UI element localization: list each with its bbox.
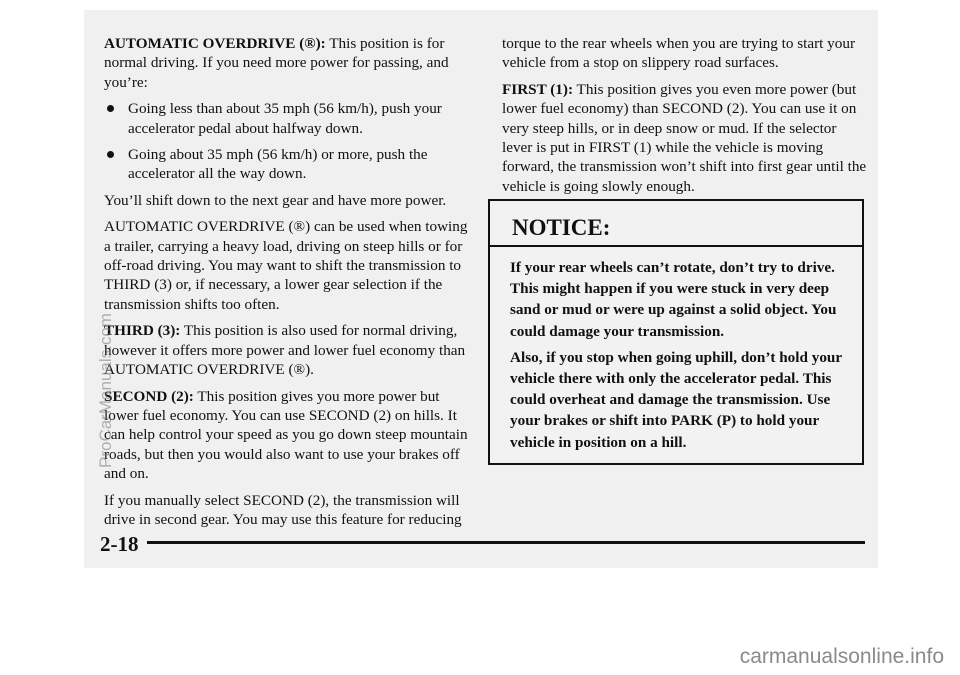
bullet-icon (107, 151, 114, 158)
second-text: This position gives you more power but lower fuel economy. You can use SECOND (2) on hills. It can help control your speed as you go down steep mountain roads, but then you would also want to use your brakes off and on. (104, 387, 468, 483)
notice-box (488, 199, 864, 465)
first-paragraph (502, 80, 868, 196)
second-label: SECOND (2): (104, 387, 194, 405)
list-item (104, 145, 476, 184)
notice-paragraph: If your rear wheels can’t rotate, don’t try to drive. This might happen if you were stuck in very deep sand or mud or were up against a solid object. You could damage your transmission. (510, 259, 837, 340)
bullet-icon (107, 105, 114, 112)
second-paragraph (104, 387, 476, 484)
list-item (104, 99, 476, 138)
overdrive-paragraph (104, 34, 476, 92)
first-label: FIRST (1): (502, 80, 574, 98)
shift-down-paragraph: You’ll shift down to the next gear and have more power. (104, 191, 447, 209)
bullet-text: Going about 35 mph (56 km/h) or more, push the accelerator all the way down. (128, 146, 428, 183)
towing-paragraph: AUTOMATIC OVERDRIVE (®) can be used when towing a trailer, carrying a heavy load, driving on steep hills or for off-road driving. You may want to shift the transmission to THIRD (3) or, if necessary, a lower gear selection if the transmission shifts too often. (104, 218, 468, 313)
overdrive-label: AUTOMATIC OVERDRIVE (®): (104, 35, 326, 52)
side-watermark-text: ProCarManuals.com (96, 313, 115, 468)
first-text: This position gives you even more power (but lower fuel economy) than SECOND (2). You can use it on very steep hills, or in deep snow or mud. If the selector lever is put in FIRST (1) while the vehicle is moving forward, the transmission won’t shift into first gear until the vehicle is going slowly enough. (502, 80, 867, 195)
bullet-text: Going less than about 35 mph (56 km/h), push your accelerator pedal about halfway down. (128, 100, 442, 137)
torque-paragraph: torque to the rear wheels when you are trying to start your vehicle from a stop on slippery road surfaces. (502, 35, 855, 72)
right-column (502, 34, 868, 203)
third-label: THIRD (3): (104, 322, 181, 340)
page-number: 2-18 (100, 532, 139, 556)
manual-second-paragraph: If you manually select SECOND (2), the transmission will drive in second gear. You may use this feature for reducing (104, 491, 462, 528)
notice-title: NOTICE: (490, 201, 862, 247)
left-column (104, 34, 476, 536)
third-paragraph (104, 321, 476, 379)
notice-body (490, 247, 862, 453)
footer-watermark: carmanualsonline.info (739, 645, 944, 668)
third-text: This position is also used for normal driving, however it offers more power and lower fuel economy than AUTOMATIC OVERDRIVE (®). (104, 322, 466, 379)
notice-paragraph: Also, if you stop when going uphill, don’t hold your vehicle there with only the accelerator pedal. This could overheat and damage the transmission. Use your brakes or shift into PARK (P) to hold your vehicle in position on a hill. (510, 348, 842, 451)
footer-rule (147, 541, 865, 544)
overdrive-text: This position is for normal driving. If you need more power for passing, and you’re: (104, 35, 449, 91)
